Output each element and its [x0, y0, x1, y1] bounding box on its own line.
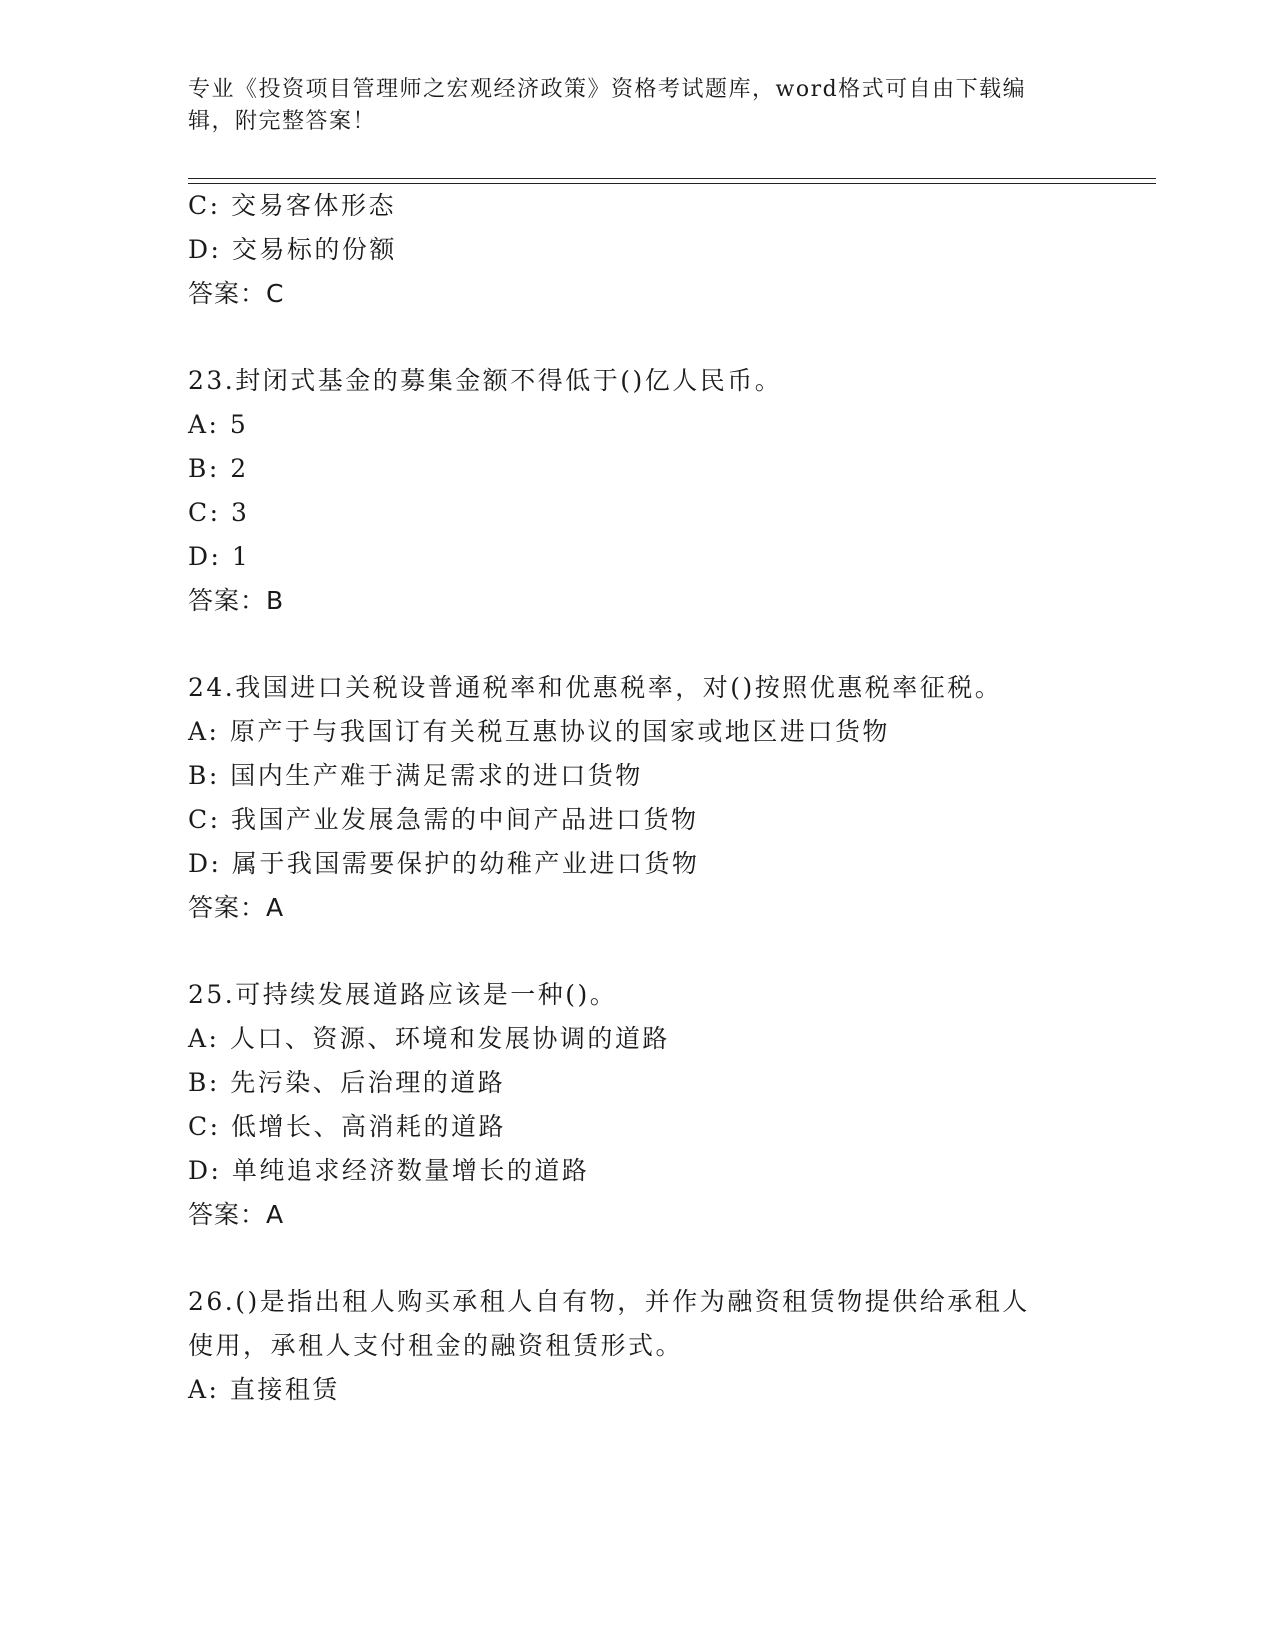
header-line-1: 专业《投资项目管理师之宏观经济政策》资格考试题库，word格式可自由下载编 [188, 77, 1027, 102]
answer-line: 答案：B [188, 586, 285, 615]
header-rule-top [188, 178, 1156, 179]
option-c: C: 我国产业发展急需的中间产品进口货物 [188, 805, 699, 834]
question-stem-continued: 使用，承租人支付租金的融资租赁形式。 [188, 1331, 684, 1360]
option-a: A: 直接租赁 [188, 1375, 340, 1404]
header-rule-bottom [188, 183, 1156, 184]
option-a: A: 人口、资源、环境和发展协调的道路 [188, 1024, 670, 1053]
option-a: A: 原产于与我国订有关税互惠协议的国家或地区进口货物 [188, 717, 890, 746]
option-c: C: 交易客体形态 [188, 191, 396, 220]
answer-line: 答案：A [188, 1200, 285, 1229]
question-stem: 25.可持续发展道路应该是一种()。 [188, 980, 618, 1009]
document-header [188, 74, 1068, 138]
question-stem: 23.封闭式基金的募集金额不得低于()亿人民币。 [188, 366, 783, 395]
question-stem: 24.我国进口关税设普通税率和优惠税率，对()按照优惠税率征税。 [188, 673, 1003, 702]
option-d: D: 1 [188, 542, 251, 571]
option-d: D: 属于我国需要保护的幼稚产业进口货物 [188, 849, 700, 878]
option-c: C: 低增长、高消耗的道路 [188, 1112, 506, 1141]
header-line-2: 辑，附完整答案！ [188, 109, 377, 134]
answer-line: 答案：C [188, 279, 285, 308]
question-stem: 26.()是指出租人购买承租人自有物，并作为融资租赁物提供给承租人 [188, 1287, 1030, 1316]
option-b: B: 先污染、后治理的道路 [188, 1068, 506, 1097]
option-d: D: 单纯追求经济数量增长的道路 [188, 1156, 590, 1185]
option-a: A: 5 [188, 410, 249, 439]
option-d: D: 交易标的份额 [188, 235, 397, 264]
option-c: C: 3 [188, 498, 250, 527]
answer-line: 答案：A [188, 893, 285, 922]
option-b: B: 2 [188, 454, 249, 483]
option-b: B: 国内生产难于满足需求的进口货物 [188, 761, 643, 790]
